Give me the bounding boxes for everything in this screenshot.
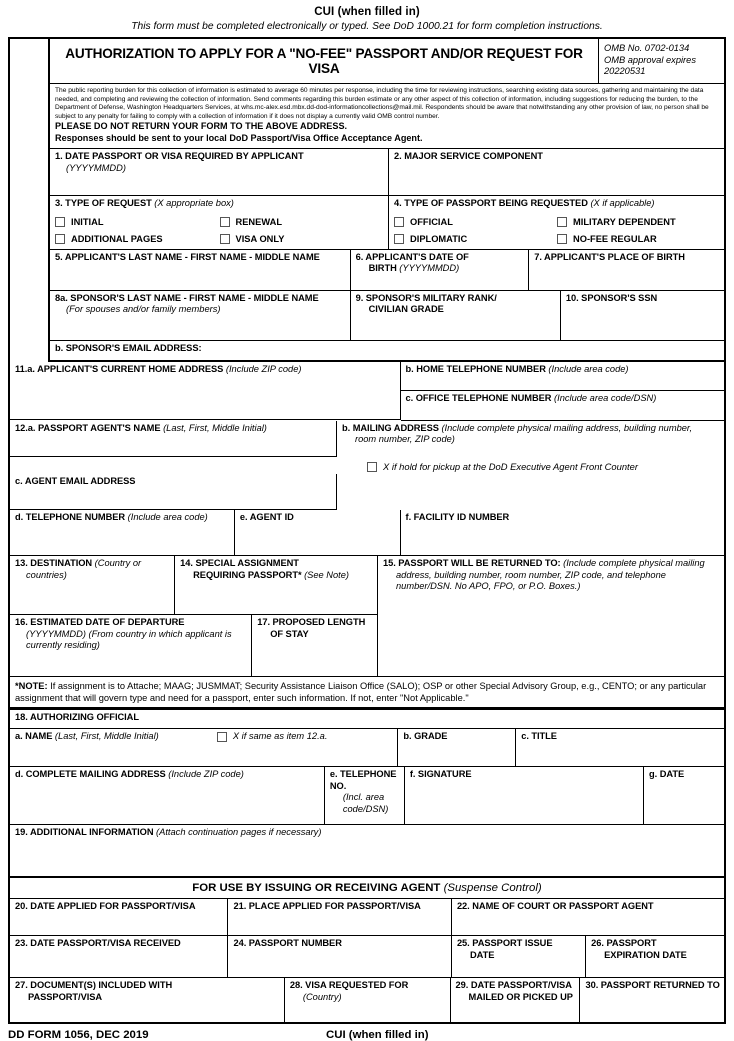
checkbox-icon-renewal[interactable] (220, 217, 230, 227)
item-1-label: 1. DATE PASSPORT OR VISA REQUIRED BY APPLICANT (55, 151, 304, 162)
field-passport-number[interactable] (228, 936, 451, 978)
field-official-telephone[interactable] (325, 767, 405, 825)
field-special-assignment[interactable] (175, 556, 377, 615)
field-visa-requested-for[interactable] (285, 978, 451, 1024)
row-item-18defg (10, 767, 724, 825)
field-sponsor-email[interactable] (50, 341, 724, 362)
paperwork-burden-statement (50, 84, 724, 149)
item-8b-label: b. SPONSOR'S EMAIL ADDRESS: (55, 342, 202, 353)
item-25-label: 25. PASSPORT ISSUE (456, 938, 553, 949)
title-row (50, 39, 724, 84)
row-item-13-14-15 (10, 556, 724, 677)
checkbox-label-hold-for-pickup: X if hold for pickup at the DoD Executive Agent Front Counter (383, 461, 638, 473)
item-19-label: 19. ADDITIONAL INFORMATION (15, 827, 154, 838)
field-official-date[interactable] (644, 767, 724, 825)
row-item-19 (10, 825, 724, 878)
field-passport-expiration-date[interactable] (586, 936, 724, 978)
item-5-label: 5. APPLICANT'S LAST NAME - FIRST NAME - MIDDLE NAME (55, 251, 320, 262)
field-type-of-request (50, 196, 389, 249)
burden-bold-line-2: Responses should be sent to your local DoD Passport/Visa Office Acceptance Agent. (55, 132, 423, 143)
checkbox-label-additional-pages: ADDITIONAL PAGES (71, 233, 163, 244)
checkbox-icon-additional-pages[interactable] (55, 234, 65, 244)
note-text: If assignment is to Attache; MAAG; JUSMMAT; Security Assistance Liaison Office (SALO); OSP or other Special Advisory Group, e.g., CENTO; or any particular assignment that will govern type and need for a passport, enter such information. If not, enter "Not Applicable." (15, 681, 707, 704)
checkbox-label-renewal: RENEWAL (235, 216, 282, 227)
row-13-14 (10, 556, 377, 615)
checkbox-label-initial: INITIAL (71, 216, 104, 227)
field-agent-name[interactable] (10, 421, 337, 457)
item-21-label: 21. PLACE APPLIED FOR PASSPORT/VISA (233, 901, 421, 912)
item-27-label2: PASSPORT/VISA (28, 991, 103, 1002)
field-date-applied[interactable] (10, 899, 228, 936)
item-12e-label: e. AGENT ID (239, 512, 294, 523)
item-13-label: 13. DESTINATION (15, 558, 93, 569)
item-13-hint2: countries) (26, 569, 67, 580)
item-28-hint: (Country) (302, 991, 342, 1002)
field-official-name[interactable] (10, 729, 398, 767)
row-16-17 (10, 615, 377, 677)
field-office-telephone[interactable] (401, 391, 724, 420)
checkbox-icon-diplomatic[interactable] (394, 234, 404, 244)
field-date-received[interactable] (10, 936, 228, 978)
item-11a-hint: (Include ZIP code) (225, 363, 302, 374)
field-authorizing-official-header (10, 710, 724, 729)
checkbox-row-renewal[interactable] (220, 217, 385, 227)
note-prefix: *NOTE: (15, 681, 48, 692)
item-12d-label: d. TELEPHONE NUMBER (15, 512, 126, 523)
group-13-14-16-17 (10, 556, 377, 677)
item-11b-label: b. HOME TELEPHONE NUMBER (405, 363, 546, 374)
row-item-27-28-29-30 (10, 978, 724, 1024)
field-agent-id[interactable] (235, 510, 401, 556)
checkbox-row-hold-for-pickup[interactable] (342, 461, 720, 472)
item-4-hint: (X if applicable) (590, 198, 655, 209)
item-18e-hint: (Incl. area code/DSN) (342, 792, 389, 814)
field-date-mailed-or-picked-up[interactable] (451, 978, 581, 1024)
checkbox-label-diplomatic: DIPLOMATIC (410, 233, 468, 244)
field-agent-email[interactable] (10, 474, 337, 510)
item-18b-label: b. GRADE (403, 731, 448, 742)
item-26-label2: EXPIRATION DATE (604, 949, 687, 960)
item-18f-label: f. SIGNATURE (409, 769, 472, 780)
checkbox-row-official[interactable] (394, 217, 557, 227)
row-item-5-6-7 (50, 250, 724, 291)
item-19-hint: (Attach continuation pages if necessary) (156, 827, 322, 838)
item-22-label: 22. NAME OF COURT OR PASSPORT AGENT (456, 901, 654, 912)
field-agent-mailing-address[interactable] (337, 421, 724, 475)
agent-section-header (10, 878, 724, 899)
item-30-label: 30. PASSPORT RETURNED TO (585, 980, 720, 991)
item-12d-hint: (Include area code) (127, 512, 208, 523)
note-paragraph (8, 677, 726, 708)
item-18d-hint: (Include ZIP code) (168, 769, 244, 780)
item-17-label2: OF STAY (270, 628, 309, 639)
checkbox-row-additional-pages[interactable] (55, 234, 220, 244)
item-13-hint: (Country or (94, 558, 142, 569)
field-applicant-place-of-birth[interactable] (529, 250, 724, 291)
checkbox-label-same-as-12a: X if same as item 12.a. (232, 731, 328, 742)
field-agent-telephone[interactable] (10, 510, 235, 556)
upper-block (10, 39, 724, 362)
item-18a-label: a. NAME (15, 731, 53, 742)
cui-banner-bottom: CUI (when filled in) (326, 1029, 429, 1041)
checkbox-label-official: OFFICIAL (410, 216, 453, 227)
field-passport-returned-to[interactable] (377, 556, 724, 677)
row-item-18abc (10, 729, 724, 767)
item-15-label: 15. PASSPORT WILL BE RETURNED TO: (382, 558, 561, 569)
item-9-label2: CIVILIAN GRADE (368, 304, 444, 314)
row-item-1-2 (50, 149, 724, 196)
field-home-telephone[interactable] (401, 362, 724, 391)
item-15-hint3: number/DSN. No APO, FPO, or P.O. Boxes.) (395, 581, 581, 592)
item-2-label: 2. MAJOR SERVICE COMPONENT (394, 151, 543, 162)
form-frame (8, 37, 726, 677)
field-sponsor-rank[interactable] (351, 291, 561, 341)
omb-expires-date: 20220531 (604, 66, 646, 77)
form-identifier: DD FORM 1056, DEC 2019 (8, 1029, 149, 1041)
item-11b-hint: (Include area code) (548, 363, 629, 374)
checkbox-icon-visa-only[interactable] (220, 234, 230, 244)
row-item-12d-12e-12f (10, 510, 724, 556)
item-29-label: 29. DATE PASSPORT/VISA (455, 980, 572, 991)
field-applicant-home-address[interactable] (10, 362, 401, 420)
item-14-label2: REQUIRING PASSPORT* (193, 569, 302, 580)
item-1-hint: (YYYYMMDD) (66, 162, 126, 173)
item-8a-hint: (For spouses and/or family members) (66, 304, 221, 314)
field-official-signature[interactable] (405, 767, 644, 825)
field-major-service-component[interactable] (389, 149, 724, 196)
item-18-label: 18. AUTHORIZING OFFICIAL (15, 712, 139, 723)
agent-header-label: FOR USE BY ISSUING OR RECEIVING AGENT (192, 882, 441, 895)
item-23-label: 23. DATE PASSPORT/VISA RECEIVED (15, 938, 181, 949)
item-12b-hint: (Include complete physical mailing address, building number, (441, 422, 693, 433)
item-15-hint: (Include complete physical mailing (563, 558, 705, 569)
item-3-label: 3. TYPE OF REQUEST (55, 198, 152, 209)
item-12f-label: f. FACILITY ID NUMBER (405, 512, 510, 523)
field-official-title[interactable] (516, 729, 724, 767)
item-7-label: 7. APPLICANT'S PLACE OF BIRTH (534, 251, 685, 262)
row-item-23-24-25-26 (10, 936, 724, 978)
agent-header-hint: (Suspense Control) (443, 882, 542, 895)
item-25-label2: DATE (469, 949, 495, 960)
checkbox-row-same-as-12a[interactable] (217, 731, 394, 742)
item-12b-hint2: room number, ZIP code) (355, 434, 455, 444)
item-17-label: 17. PROPOSED LENGTH (257, 617, 366, 628)
field-sponsor-ssn[interactable] (561, 291, 724, 341)
item-16-hint: (YYYYMMDD) (From country in which applicant is (26, 628, 232, 639)
checkbox-label-military-dependent: MILITARY DEPENDENT (573, 216, 676, 227)
item-14-hint: (See Note) (304, 569, 350, 580)
row-item-11 (10, 362, 724, 421)
item-11c-label: c. OFFICE TELEPHONE NUMBER (405, 392, 552, 403)
item-12c-label: c. AGENT EMAIL ADDRESS (15, 476, 136, 487)
item-15-hint2: address, building number, room number, ZIP code, and telephone (395, 569, 666, 580)
checkbox-row-no-fee-regular[interactable] (557, 234, 720, 244)
field-official-mailing-address[interactable] (10, 767, 325, 825)
checkbox-row-military-dependent[interactable] (557, 217, 720, 227)
field-applicant-dob[interactable] (351, 250, 530, 291)
item-26-label: 26. PASSPORT (591, 938, 657, 949)
item-12b-label: b. MAILING ADDRESS (342, 422, 439, 433)
field-passport-returned-to-agent[interactable] (580, 978, 724, 1024)
item-6-label2: BIRTH (368, 263, 397, 273)
item-16-hint2: currently residing) (26, 640, 100, 651)
item-4-label: 4. TYPE OF PASSPORT BEING REQUESTED (394, 198, 588, 209)
field-facility-id[interactable] (401, 510, 724, 556)
item-18d-label: d. COMPLETE MAILING ADDRESS (15, 769, 166, 780)
completion-instructions-note: This form must be completed electronically or typed. See DoD 1000.21 for form completion instructions. (131, 21, 603, 32)
field-destination[interactable] (10, 556, 175, 615)
field-type-of-passport (389, 196, 724, 249)
field-date-required[interactable] (50, 149, 389, 196)
item-24-label: 24. PASSPORT NUMBER (233, 938, 342, 949)
checkbox-icon-same-as-12a[interactable] (217, 732, 227, 742)
checkbox-icon-no-fee-regular[interactable] (557, 234, 567, 244)
checkbox-row-visa-only[interactable] (220, 234, 385, 244)
row-item-3-4 (50, 196, 724, 249)
row-item-20-21-22 (10, 899, 724, 936)
item-10-label: 10. SPONSOR'S SSN (565, 292, 658, 303)
checkbox-label-no-fee-regular: NO-FEE REGULAR (573, 233, 657, 244)
item-11c-hint: (Include area code/DSN) (554, 392, 657, 403)
field-official-grade[interactable] (398, 729, 516, 767)
form-frame-lower (8, 708, 726, 1024)
checkbox-label-visa-only: VISA ONLY (235, 233, 285, 244)
burden-paragraph: The public reporting burden for this collection of information is estimated to average 60 minutes per response, including the time for reviewing instructions, searching existing data sources, gathering and maintaining the data needed, and completing and reviewing the collection of information. Send comments regarding this burden estimate or any other aspect of this collection of information, including suggestions for reducing the burden, to the Department of Defense, Washington Headquarters Services, at whs.mc-alex.esd.mbx.dd-dod-informationcollections@mail.mil. Respondents should be aware that notwithstanding any other provision of law, no person shall be subject to any penalty for failing to comply with a collection of information if it does not display a currently valid OMB control number. (55, 87, 709, 120)
field-sponsor-name[interactable] (50, 291, 351, 341)
field-additional-information[interactable] (10, 825, 724, 878)
form-footer (8, 1024, 726, 1041)
item-18e-label: e. TELEPHONE NO. (329, 769, 397, 791)
item-20-label: 20. DATE APPLIED FOR PASSPORT/VISA (15, 901, 196, 912)
page-title: AUTHORIZATION TO APPLY FOR A "NO-FEE" PASSPORT AND/OR REQUEST FOR VISA (50, 39, 599, 83)
row-item-18-header (10, 710, 724, 729)
checkbox-row-initial[interactable] (55, 217, 220, 227)
item-14-label: 14. SPECIAL ASSIGNMENT (180, 558, 299, 569)
item-8a-label: 8a. SPONSOR'S LAST NAME - FIRST NAME - MIDDLE NAME (55, 292, 319, 303)
burden-bold-line-1: PLEASE DO NOT RETURN YOUR FORM TO THE ABOVE ADDRESS. (55, 121, 348, 132)
item-9-label: 9. SPONSOR'S MILITARY RANK/ (355, 292, 497, 303)
item-12a-hint: (Last, First, Middle Initial) (163, 422, 267, 433)
field-court-or-agent[interactable] (452, 899, 724, 936)
item-6-hint: (YYYYMMDD) (399, 263, 460, 273)
field-place-applied[interactable] (228, 899, 451, 936)
item-29-label2: MAILED OR PICKED UP (468, 991, 573, 1002)
field-estimated-departure[interactable] (10, 615, 252, 677)
omb-number: OMB No. 0702-0134 (604, 43, 690, 53)
field-passport-issue-date[interactable] (452, 936, 586, 978)
checkbox-icon-hold-for-pickup[interactable] (367, 462, 377, 472)
field-applicant-name[interactable] (50, 250, 351, 291)
item-6-label: 6. APPLICANT'S DATE OF (355, 251, 469, 262)
item-28-label: 28. VISA REQUESTED FOR (289, 980, 409, 991)
item-16-label: 16. ESTIMATED DATE OF DEPARTURE (15, 617, 185, 628)
left-margin-strip (10, 39, 50, 362)
row-item-8b (50, 341, 724, 362)
omb-expires-label: OMB approval expires (604, 54, 696, 65)
row-item-8a-9-10 (50, 291, 724, 341)
field-proposed-length-of-stay[interactable] (252, 615, 377, 677)
cui-banner-top: CUI (when filled in) (314, 6, 420, 18)
item-18c-label: c. TITLE (521, 731, 557, 742)
item-12a-label: 12.a. PASSPORT AGENT'S NAME (15, 422, 161, 433)
checkbox-icon-official[interactable] (394, 217, 404, 227)
item-18a-hint: (Last, First, Middle Initial) (54, 731, 159, 742)
omb-box (599, 39, 724, 83)
row-agent-section-header (10, 878, 724, 899)
item-18g-label: g. DATE (649, 769, 685, 780)
item-3-hint: (X appropriate box) (154, 198, 234, 209)
phone-stack (401, 362, 724, 421)
checkbox-row-diplomatic[interactable] (394, 234, 557, 244)
checkbox-icon-initial[interactable] (55, 217, 65, 227)
checkbox-icon-military-dependent[interactable] (557, 217, 567, 227)
item-27-label: 27. DOCUMENT(S) INCLUDED WITH (15, 980, 173, 991)
item-11a-label: 11.a. APPLICANT'S CURRENT HOME ADDRESS (15, 363, 224, 374)
field-documents-included[interactable] (10, 978, 285, 1024)
